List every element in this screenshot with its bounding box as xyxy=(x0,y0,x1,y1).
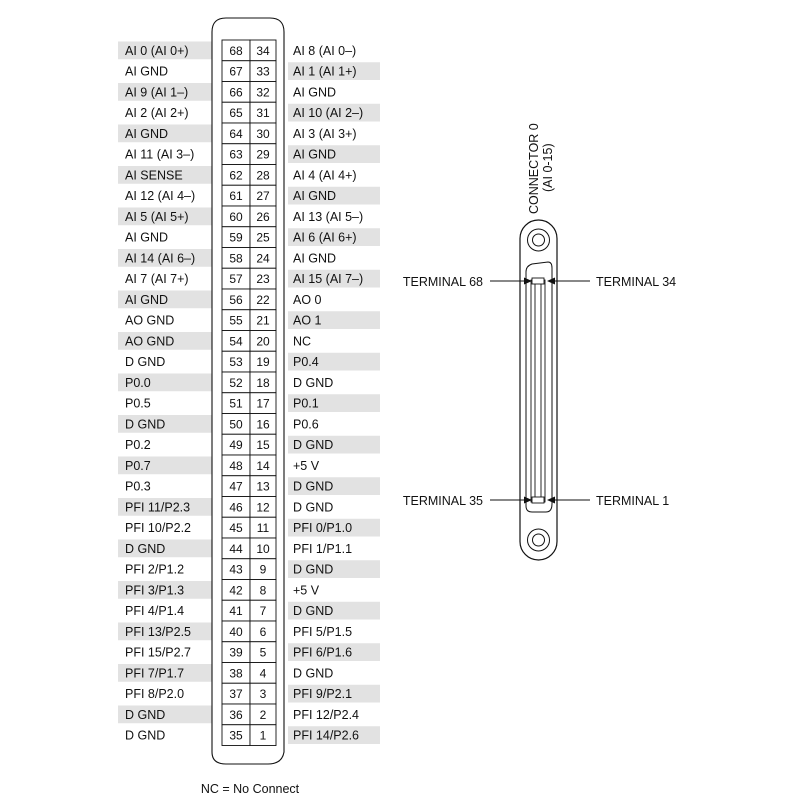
left-pin-label: P0.7 xyxy=(125,458,151,473)
right-pin-label: D GND xyxy=(293,438,334,453)
right-pin-label: AI GND xyxy=(293,251,337,266)
left-pin-number: 41 xyxy=(229,604,243,619)
left-pin-number: 68 xyxy=(229,43,243,58)
left-pin-label: AO GND xyxy=(125,334,175,349)
left-pin-number: 39 xyxy=(229,645,243,660)
right-pin-number: 4 xyxy=(259,666,267,681)
left-pin-number: 44 xyxy=(229,541,243,556)
left-pin-label: P0.5 xyxy=(125,396,151,411)
right-pin-number: 5 xyxy=(259,645,267,660)
left-pin-number: 59 xyxy=(229,230,243,245)
right-pin-label: D GND xyxy=(293,604,334,619)
right-pin-label: AO 0 xyxy=(293,292,322,307)
right-pin-label: PFI 12/P2.4 xyxy=(293,707,360,722)
terminal-35-label: TERMINAL 35 xyxy=(402,494,483,508)
left-pin-label: AI GND xyxy=(125,64,169,79)
right-pin-number: 9 xyxy=(259,562,267,577)
left-pin-number: 43 xyxy=(229,562,243,577)
left-pin-number: 58 xyxy=(229,251,243,266)
left-pin-label: AI 9 (AI 1–) xyxy=(125,85,189,100)
connector-title: CONNECTOR 0 xyxy=(527,123,541,214)
right-pin-number: 2 xyxy=(259,707,267,722)
left-pin-label: PFI 11/P2.3 xyxy=(125,500,191,515)
left-pin-number: 60 xyxy=(229,209,243,224)
left-pin-label: PFI 8/P2.0 xyxy=(125,687,185,702)
left-pin-number: 63 xyxy=(229,147,243,162)
left-pin-number: 42 xyxy=(229,583,243,598)
connector-shell xyxy=(526,262,552,512)
left-pin-label: D GND xyxy=(125,707,166,722)
right-pin-label: AI 3 (AI 3+) xyxy=(293,126,357,141)
left-pin-label: AO GND xyxy=(125,313,175,328)
left-pin-label: PFI 2/P1.2 xyxy=(125,562,185,577)
left-pin-label: PFI 13/P2.5 xyxy=(125,624,192,639)
right-pin-number: 18 xyxy=(256,375,270,390)
left-pin-number: 46 xyxy=(229,500,243,515)
right-pin-number: 33 xyxy=(256,64,270,79)
right-pin-label: NC xyxy=(293,334,312,349)
right-pin-number: 28 xyxy=(256,168,270,183)
right-pin-number: 10 xyxy=(256,541,270,556)
right-pin-label: P0.6 xyxy=(293,417,319,432)
right-pin-number: 25 xyxy=(256,230,270,245)
right-pin-label: D GND xyxy=(293,500,334,515)
left-pin-number: 52 xyxy=(229,375,243,390)
right-pin-number: 20 xyxy=(256,334,270,349)
pin-grid xyxy=(222,40,276,746)
left-pin-label: P0.0 xyxy=(125,375,151,390)
right-pin-label: AI GND xyxy=(293,85,337,100)
left-pin-label: D GND xyxy=(125,355,166,370)
right-pin-number: 27 xyxy=(256,189,270,204)
left-pin-label: AI GND xyxy=(125,292,169,307)
terminal-34-label: TERMINAL 34 xyxy=(596,275,677,289)
left-pin-number: 55 xyxy=(229,313,243,328)
right-pin-label: D GND xyxy=(293,562,334,577)
left-pin-number: 37 xyxy=(229,687,243,702)
left-pin-label: AI 2 (AI 2+) xyxy=(125,106,189,121)
right-pin-number: 7 xyxy=(259,604,267,619)
right-pin-number: 19 xyxy=(256,355,270,370)
right-pin-label: PFI 9/P2.1 xyxy=(293,687,353,702)
connector-subtitle: (AI 0-15) xyxy=(541,143,555,192)
connector-pin-row-left xyxy=(531,280,535,502)
right-pin-label: D GND xyxy=(293,666,334,681)
right-pin-number: 8 xyxy=(259,583,267,598)
left-pin-number: 40 xyxy=(229,624,243,639)
right-pin-label: P0.4 xyxy=(293,355,319,370)
right-pin-label: PFI 6/P1.6 xyxy=(293,645,353,660)
right-pin-number: 11 xyxy=(256,521,270,536)
left-pin-label: AI 12 (AI 4–) xyxy=(125,189,196,204)
right-pin-label: AI GND xyxy=(293,147,337,162)
right-pin-label: AI 1 (AI 1+) xyxy=(293,64,357,79)
left-pin-number: 54 xyxy=(229,334,243,349)
right-pin-label: AI 10 (AI 2–) xyxy=(293,106,364,121)
left-pin-label: AI 0 (AI 0+) xyxy=(125,43,189,58)
left-pin-label: D GND xyxy=(125,541,166,556)
right-pin-label: +5 V xyxy=(293,458,320,473)
left-pin-label: AI SENSE xyxy=(125,168,183,183)
left-pin-number: 45 xyxy=(229,521,243,536)
left-pin-number: 36 xyxy=(229,707,243,722)
right-pin-number: 17 xyxy=(256,396,270,411)
left-pin-number: 62 xyxy=(229,168,243,183)
left-pin-number: 47 xyxy=(229,479,243,494)
left-pin-number: 53 xyxy=(229,355,243,370)
right-pin-label: AI 13 (AI 5–) xyxy=(293,209,364,224)
right-pin-number: 30 xyxy=(256,126,270,141)
right-pin-label: AO 1 xyxy=(293,313,322,328)
left-pin-number: 38 xyxy=(229,666,243,681)
left-pin-label: PFI 15/P2.7 xyxy=(125,645,192,660)
left-pin-label: AI GND xyxy=(125,230,169,245)
left-pin-label: D GND xyxy=(125,728,166,743)
right-pin-number: 13 xyxy=(256,479,270,494)
left-pin-label: AI 14 (AI 6–) xyxy=(125,251,196,266)
footnote: NC = No Connect xyxy=(200,782,300,796)
right-pin-number: 24 xyxy=(256,251,270,266)
right-pin-number: 23 xyxy=(256,272,270,287)
right-pin-number: 29 xyxy=(256,147,270,162)
right-pin-number: 6 xyxy=(259,624,267,639)
left-pin-number: 66 xyxy=(229,85,243,100)
right-pin-label: AI 8 (AI 0–) xyxy=(293,43,357,58)
terminal-68-label: TERMINAL 68 xyxy=(402,275,483,289)
right-pin-label: D GND xyxy=(293,375,334,390)
left-pin-label: AI GND xyxy=(125,126,169,141)
left-pin-label: P0.3 xyxy=(125,479,151,494)
right-pin-number: 15 xyxy=(256,438,270,453)
right-pin-label: PFI 0/P1.0 xyxy=(293,521,353,536)
left-pin-label: AI 7 (AI 7+) xyxy=(125,272,189,287)
left-pin-number: 65 xyxy=(229,106,243,121)
right-pin-number: 21 xyxy=(256,313,270,328)
left-pin-number: 49 xyxy=(229,438,243,453)
right-pin-label: P0.1 xyxy=(293,396,319,411)
connector-pin-row-right xyxy=(541,280,545,502)
right-pin-label: AI 6 (AI 6+) xyxy=(293,230,357,245)
right-pin-number: 22 xyxy=(256,292,270,307)
right-pin-label: AI GND xyxy=(293,189,337,204)
left-pin-label: AI 11 (AI 3–) xyxy=(125,147,195,162)
right-pin-number: 26 xyxy=(256,209,270,224)
left-pin-number: 61 xyxy=(229,189,243,204)
right-pin-number: 34 xyxy=(256,43,270,58)
right-pin-number: 32 xyxy=(256,85,270,100)
terminal-1-label: TERMINAL 1 xyxy=(596,494,670,508)
left-pin-label: P0.2 xyxy=(125,438,151,453)
left-pin-number: 57 xyxy=(229,272,243,287)
left-pin-label: AI 5 (AI 5+) xyxy=(125,209,189,224)
right-pin-label: PFI 1/P1.1 xyxy=(293,541,353,556)
left-pin-number: 51 xyxy=(229,396,243,411)
connector-illustration xyxy=(403,123,676,560)
left-pin-number: 67 xyxy=(229,64,243,79)
left-pin-label: D GND xyxy=(125,417,166,432)
right-pin-label: AI 15 (AI 7–) xyxy=(293,272,364,287)
left-pin-label: PFI 7/P1.7 xyxy=(125,666,185,681)
left-pin-number: 64 xyxy=(229,126,243,141)
left-pin-number: 35 xyxy=(229,728,243,743)
right-pin-label: +5 V xyxy=(293,583,320,598)
right-pin-number: 14 xyxy=(256,458,270,473)
left-pin-number: 50 xyxy=(229,417,243,432)
right-pin-label: PFI 14/P2.6 xyxy=(293,728,360,743)
left-pin-number: 56 xyxy=(229,292,243,307)
right-pin-number: 1 xyxy=(259,728,267,743)
right-pin-number: 31 xyxy=(256,106,270,121)
right-pin-number: 3 xyxy=(259,687,267,702)
left-pin-label: PFI 3/P1.3 xyxy=(125,583,185,598)
left-pin-label: PFI 4/P1.4 xyxy=(125,604,185,619)
right-pin-label: AI 4 (AI 4+) xyxy=(293,168,357,183)
right-pin-label: PFI 5/P1.5 xyxy=(293,624,353,639)
left-pin-number: 48 xyxy=(229,458,243,473)
left-pin-label: PFI 10/P2.2 xyxy=(125,521,192,536)
right-pin-label: D GND xyxy=(293,479,334,494)
pin-marker-35 xyxy=(532,497,544,503)
right-pin-number: 12 xyxy=(256,500,270,515)
pin-marker-68 xyxy=(532,278,544,284)
right-pin-number: 16 xyxy=(256,417,270,432)
